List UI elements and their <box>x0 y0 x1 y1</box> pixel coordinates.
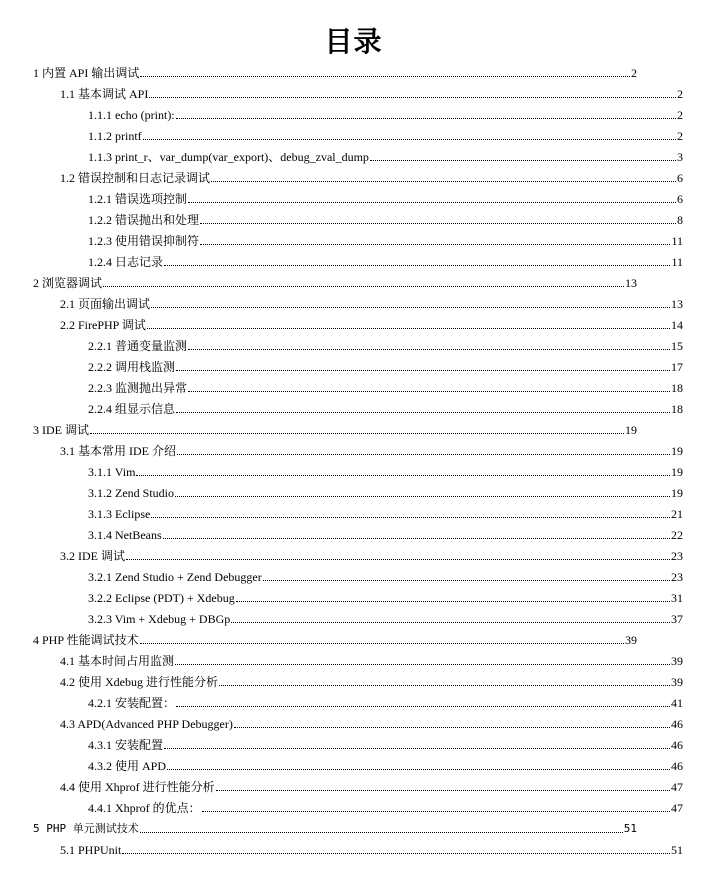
dot-leader <box>90 432 624 434</box>
toc-entry-label: 5 PHP 单元测试技术 <box>33 822 139 835</box>
toc-entry-page: 2 <box>677 129 683 143</box>
dot-leader <box>151 516 670 518</box>
toc-entry-page: 2 <box>631 66 637 80</box>
toc-entry-page: 47 <box>671 780 683 794</box>
toc-entry-page: 39 <box>625 633 637 647</box>
toc-entry-label: 2.1 页面输出调试 <box>60 297 151 311</box>
dot-leader <box>202 810 670 812</box>
toc-entry-page: 37 <box>671 612 683 626</box>
page-title: 目录 <box>324 25 383 58</box>
toc-entry-chapter-4[interactable] <box>33 627 637 647</box>
toc-entry-label: 4.3.2 使用 APD <box>88 759 167 773</box>
toc-entry-label: 1.2.4 日志记录 <box>88 255 164 269</box>
dot-leader <box>151 306 670 308</box>
toc-entry-page: 21 <box>671 507 683 521</box>
toc-entry-page: 41 <box>671 696 683 710</box>
dot-leader <box>211 180 676 182</box>
toc-entry-label: 4.3.1 安装配置 <box>88 738 164 752</box>
toc-entry-label: 3.2 IDE 调试 <box>60 549 125 563</box>
dot-leader <box>370 159 676 161</box>
dot-leader <box>149 96 676 98</box>
toc-entry-page: 46 <box>671 738 683 752</box>
toc-entry-label: 1 内置 API 输出调试 <box>33 66 140 80</box>
toc-entry-subsection-1-2-3[interactable] <box>88 228 683 248</box>
toc-entry-subsection-2-2-1[interactable] <box>88 333 683 353</box>
dot-leader <box>176 117 676 119</box>
dot-leader <box>263 579 670 581</box>
toc-entry-subsection-4-3-2[interactable] <box>88 753 683 773</box>
toc-entry-label: 3.2.1 Zend Studio + Zend Debugger <box>88 570 262 584</box>
toc-entry-chapter-1[interactable] <box>33 60 637 80</box>
toc-entry-page: 46 <box>671 717 683 731</box>
toc-entry-label: 3.1.1 Vim <box>88 465 136 479</box>
toc-entry-page: 17 <box>671 360 683 374</box>
toc-entry-section-4-2[interactable] <box>60 669 683 689</box>
toc-entry-label: 4.1 基本时间占用监测 <box>60 654 175 668</box>
toc-entry-chapter-5[interactable] <box>33 816 637 836</box>
toc-entry-label: 4.3 APD(Advanced PHP Debugger) <box>60 717 233 731</box>
dot-leader <box>216 789 670 791</box>
toc-entry-subsection-1-2-2[interactable] <box>88 207 683 227</box>
dot-leader <box>188 201 676 203</box>
toc-entry-page: 6 <box>677 171 683 185</box>
toc-entry-label: 1.2 错误控制和日志记录调试 <box>60 171 211 185</box>
toc-entry-page: 19 <box>671 486 683 500</box>
dot-leader <box>188 348 670 350</box>
dot-leader <box>236 600 670 602</box>
toc-entry-label: 1.1.1 echo (print): <box>88 108 175 122</box>
toc-entry-label: 4.2 使用 Xdebug 进行性能分析 <box>60 675 218 689</box>
toc-entry-label: 1.2.3 使用错误抑制符 <box>88 234 200 248</box>
toc-entry-page: 11 <box>671 255 683 269</box>
toc-entry-page: 46 <box>671 759 683 773</box>
dot-leader <box>136 474 670 476</box>
dot-leader <box>167 768 670 770</box>
dot-leader <box>175 663 670 665</box>
toc-entry-label: 3.2.2 Eclipse (PDT) + Xdebug <box>88 591 235 605</box>
toc-entry-section-5-1[interactable] <box>60 837 683 857</box>
toc-entry-label: 3.1 基本常用 IDE 介绍 <box>60 444 176 458</box>
toc-entry-page: 13 <box>625 276 637 290</box>
toc-entry-subsection-1-2-4[interactable] <box>88 249 683 269</box>
dot-leader <box>164 747 670 749</box>
toc-entry-page: 11 <box>671 234 683 248</box>
dot-leader <box>177 453 670 455</box>
toc-entry-label: 2 浏览器调试 <box>33 276 103 290</box>
toc-entry-page: 19 <box>671 465 683 479</box>
toc-entry-page: 19 <box>625 423 637 437</box>
dot-leader <box>147 327 670 329</box>
toc-entry-section-3-1[interactable] <box>60 438 683 458</box>
toc-entry-section-4-3[interactable] <box>60 711 683 731</box>
dot-leader <box>126 558 670 560</box>
dot-leader <box>164 264 670 266</box>
toc-entry-subsection-2-2-3[interactable] <box>88 375 683 395</box>
toc-entry-page: 2 <box>677 108 683 122</box>
toc-entry-label: 3.2.3 Vim + Xdebug + DBGp <box>88 612 231 626</box>
toc-entry-page: 14 <box>671 318 683 332</box>
toc-entry-section-2-1[interactable] <box>60 291 683 311</box>
toc-entry-subsection-3-1-1[interactable] <box>88 459 683 479</box>
toc-entry-page: 51 <box>671 843 683 857</box>
toc-entry-label: 1.1.3 print_r、var_dump(var_export)、debug_zval_dump <box>88 150 369 164</box>
toc-entry-page: 8 <box>677 213 683 227</box>
toc-entry-label: 2.2.1 普通变量监测 <box>88 339 188 353</box>
dot-leader <box>176 369 670 371</box>
toc-entry-label: 2.2.3 监测抛出异常 <box>88 381 188 395</box>
toc-entry-page: 13 <box>671 297 683 311</box>
toc-entry-page: 3 <box>677 150 683 164</box>
dot-leader <box>140 75 630 77</box>
toc-entry-page: 15 <box>671 339 683 353</box>
dot-leader <box>140 831 623 833</box>
toc-entry-page: 2 <box>677 87 683 101</box>
toc-entry-subsection-4-4-1[interactable] <box>88 795 683 815</box>
toc-entry-section-1-1[interactable] <box>60 81 683 101</box>
toc-entry-subsection-1-1-1[interactable] <box>88 102 683 122</box>
toc-entry-subsection-3-1-2[interactable] <box>88 480 683 500</box>
toc-entry-label: 1.1.2 printf <box>88 129 142 143</box>
dot-leader <box>188 390 670 392</box>
dot-leader <box>200 222 676 224</box>
toc-entry-label: 3.1.4 NetBeans <box>88 528 162 542</box>
toc-entry-subsection-3-2-3[interactable] <box>88 606 683 626</box>
toc-entry-page: 22 <box>671 528 683 542</box>
toc-entry-section-4-1[interactable] <box>60 648 683 668</box>
toc-entry-section-4-4[interactable] <box>60 774 683 794</box>
dot-leader <box>103 285 624 287</box>
toc-entry-section-1-2[interactable] <box>60 165 683 185</box>
dot-leader <box>175 495 670 497</box>
dot-leader <box>163 537 670 539</box>
toc-entry-label: 5.1 PHPUnit <box>60 843 122 857</box>
toc-entry-label: 2.2.2 调用栈监测 <box>88 360 176 374</box>
toc-entry-label: 2.2 FirePHP 调试 <box>60 318 146 332</box>
toc-entry-chapter-2[interactable] <box>33 270 637 290</box>
toc-entry-label: 3.1.2 Zend Studio <box>88 486 174 500</box>
toc-entry-label: 4.4 使用 Xhprof 进行性能分析 <box>60 780 215 794</box>
toc-entry-page: 39 <box>671 675 683 689</box>
toc-entry-page: 18 <box>671 402 683 416</box>
toc-entry-section-3-2[interactable] <box>60 543 683 563</box>
toc-entry-page: 39 <box>671 654 683 668</box>
toc-entry-page: 6 <box>677 192 683 206</box>
toc-entry-label: 3.1.3 Eclipse <box>88 507 151 521</box>
toc-entry-subsection-2-2-2[interactable] <box>88 354 683 374</box>
dot-leader <box>176 705 670 707</box>
dot-leader <box>176 411 670 413</box>
toc-entry-page: 18 <box>671 381 683 395</box>
toc-entry-subsection-1-2-1[interactable] <box>88 186 683 206</box>
toc-entry-subsection-1-1-2[interactable] <box>88 123 683 143</box>
dot-leader <box>122 852 670 854</box>
toc-entry-label: 2.2.4 组显示信息 <box>88 402 176 416</box>
dot-leader <box>234 726 670 728</box>
toc-entry-subsection-4-2-1[interactable] <box>88 690 683 710</box>
toc-entry-subsection-3-1-4[interactable] <box>88 522 683 542</box>
toc-entry-page: 23 <box>671 549 683 563</box>
dot-leader <box>140 642 624 644</box>
toc-entry-label: 1.1 基本调试 API <box>60 87 149 101</box>
toc-entry-subsection-3-2-1[interactable] <box>88 564 683 584</box>
toc-entry-label: 4.2.1 安装配置： <box>88 696 176 710</box>
toc-entry-chapter-3[interactable] <box>33 417 637 437</box>
toc-entry-label: 3 IDE 调试 <box>33 423 89 437</box>
toc-entry-page: 31 <box>671 591 683 605</box>
dot-leader <box>231 621 670 623</box>
toc-entry-subsection-3-2-2[interactable] <box>88 585 683 605</box>
toc-entry-subsection-1-1-3[interactable] <box>88 144 683 164</box>
toc-entry-subsection-2-2-4[interactable] <box>88 396 683 416</box>
dot-leader <box>143 138 676 140</box>
toc-entry-page: 47 <box>671 801 683 815</box>
toc-entry-section-2-2[interactable] <box>60 312 683 332</box>
toc-entry-page: 23 <box>671 570 683 584</box>
toc-entry-label: 1.2.1 错误选项控制 <box>88 192 188 206</box>
toc-entry-page: 51 <box>623 822 637 835</box>
toc-entry-label: 4 PHP 性能调试技术 <box>33 633 139 647</box>
dot-leader <box>219 684 670 686</box>
toc-entry-label: 4.4.1 Xhprof 的优点： <box>88 801 201 815</box>
toc-entry-page: 19 <box>671 444 683 458</box>
dot-leader <box>200 243 670 245</box>
toc-entry-subsection-4-3-1[interactable] <box>88 732 683 752</box>
toc-entry-subsection-3-1-3[interactable] <box>88 501 683 521</box>
toc-entry-label: 1.2.2 错误抛出和处理 <box>88 213 200 227</box>
